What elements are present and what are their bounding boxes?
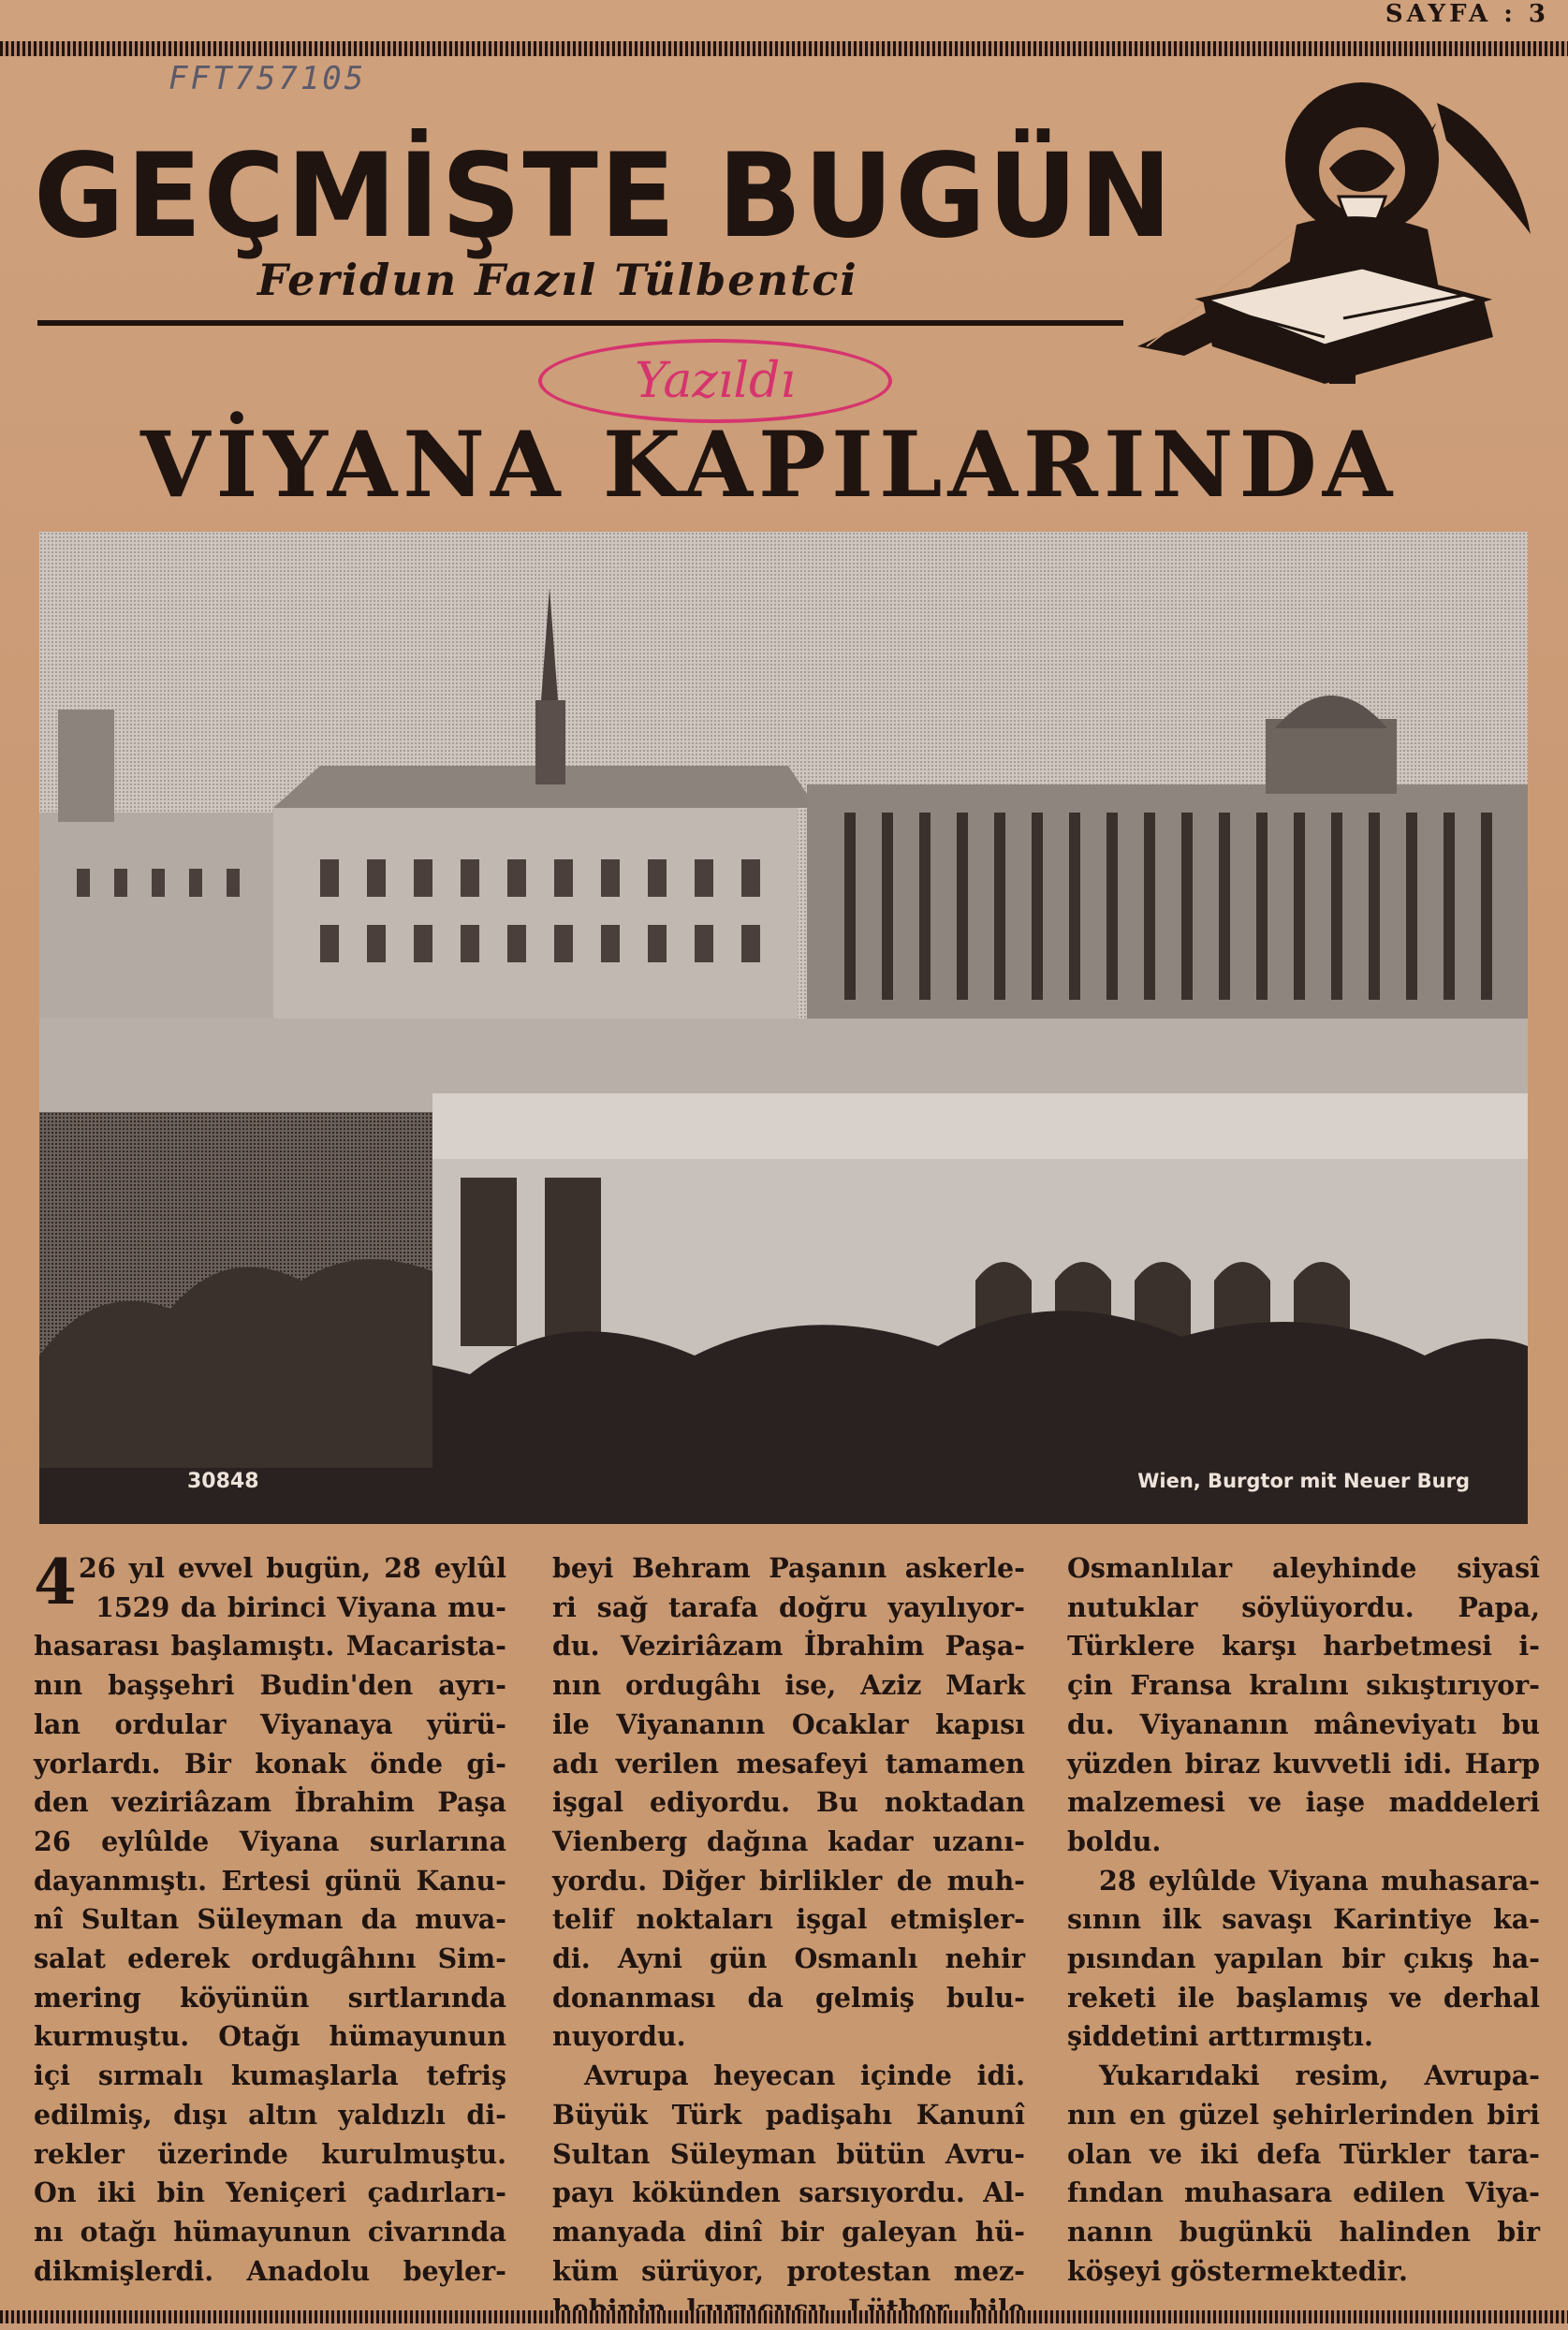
text-line: yüzden biraz kuvvetli idi. Harp (1067, 1747, 1540, 1780)
article-headline: VİYANA KAPILARINDA (140, 412, 1399, 518)
text-line: 28 eylûlde Viyana muhasara- (1099, 1864, 1540, 1897)
text-line: yorlardı. Bir konak önde gi- (34, 1747, 506, 1780)
text-line: dikmişlerdi. Anadolu beyler- (34, 2254, 506, 2287)
text-line: Yukarıdaki resim, Avrupa- (1099, 2059, 1540, 2092)
top-border-rule (0, 41, 1568, 56)
scholar-emblem-icon (1128, 66, 1540, 412)
text-line: nın ordugâhı ise, Aziz Mark (552, 1669, 1025, 1702)
text-line: boldu. (1067, 1824, 1162, 1857)
text-line: donanması da gelmiş bulu- (552, 1981, 1025, 2014)
archive-number: FFT757105 (169, 60, 367, 97)
text-line: sının ilk savaşı Karintiye ka- (1067, 1903, 1540, 1936)
text-line: di. Ayni gün Osmanlı nehir (552, 1942, 1025, 1975)
title-underline (37, 320, 1123, 326)
text-line: 26 yıl evvel bugün, 28 eylûl (79, 1552, 506, 1584)
article-column-3 (1067, 1549, 1540, 2291)
text-line: rekler üzerinde kurulmuştu. (34, 2137, 506, 2170)
column-title: GEÇMİŞTE BUGÜN (34, 127, 1174, 264)
text-line: nın başşehri Budin'den ayrı- (34, 1669, 506, 1702)
ink-stamp (538, 339, 892, 423)
text-line: salat ederek ordugâhını Sim- (34, 1942, 506, 1975)
text-line: edilmiş, dışı altın yaldızlı di- (34, 2098, 506, 2131)
text-line: reketi ile başlamış ve derhal (1067, 1981, 1540, 2014)
text-line: du. Viyananın mâneviyatı bu (1067, 1707, 1540, 1740)
text-line: 26 eylûlde Viyana surlarına (34, 1824, 506, 1857)
text-line: işgal ediyordu. Bu noktadan (552, 1786, 1025, 1819)
text-line: nın en güzel şehirlerinden biri (1067, 2098, 1540, 2131)
author-signature: Feridun Fazıl Tülbentci (257, 255, 858, 305)
page-label: SAYFA : 3 (1385, 0, 1549, 28)
text-line: köşeyi göstermektedir. (1067, 2254, 1408, 2287)
text-line: mering köyünün sırtlarında (34, 1981, 506, 2014)
text-line: nı otağı hümayunun civarında (34, 2215, 506, 2248)
text-line: içi sırmalı kumaşlarla tefriş (34, 2059, 506, 2092)
text-line: nutuklar söylüyordu. Papa, (1067, 1590, 1540, 1623)
text-line: On iki bin Yeniçeri çadırları- (34, 2176, 506, 2209)
text-line: kurmuştu. Otağı hümayunun (34, 2020, 506, 2053)
text-line: nî Sultan Süleyman da muva- (34, 1903, 506, 1936)
text-line: Türklere karşı harbetmesi i- (1067, 1630, 1540, 1663)
stamp-text: Yazıldı (635, 353, 796, 409)
text-line: fından muhasara edilen Viya- (1067, 2176, 1540, 2209)
text-line: dayanmıştı. Ertesi günü Kanu- (34, 1864, 506, 1897)
article-photo (39, 532, 1528, 1524)
text-line: hasarası başlamıştı. Macarista- (34, 1630, 506, 1663)
article-column-1 (34, 1546, 506, 2291)
text-line: manyada dinî bir galeyan hü- (552, 2215, 1025, 2248)
text-line: olan ve iki defa Türkler tara- (1067, 2137, 1540, 2170)
text-line: den veziriâzam İbrahim Paşa (34, 1786, 506, 1819)
text-line: küm sürüyor, protestan mez- (552, 2254, 1025, 2287)
vienna-burgtor-photo (39, 532, 1528, 1524)
article-column-2 (552, 1549, 1025, 2330)
text-line: adı verilen mesafeyi tamamen (552, 1747, 1025, 1780)
drop-cap: 4 (34, 1546, 77, 1619)
text-line: lan ordular Viyanaya yürü- (34, 1707, 506, 1740)
text-line: ri sağ tarafa doğru yayılıyor- (552, 1590, 1025, 1623)
text-line: pısından yapılan bir çıkış ha- (1067, 1942, 1540, 1975)
text-line: Vienberg dağına kadar uzanı- (552, 1824, 1025, 1857)
text-line: telif noktaları işgal etmişler- (552, 1903, 1025, 1936)
text-line: çin Fransa kralını sıkıştırıyor- (1067, 1669, 1540, 1702)
text-line: yordu. Diğer birlikler de muh- (552, 1864, 1025, 1897)
text-line: 1529 da birinci Viyana mu- (95, 1590, 506, 1623)
text-line: nuyordu. (552, 2020, 686, 2053)
text-line: Büyük Türk padişahı Kanunî (552, 2098, 1025, 2131)
text-line: Osmanlılar aleyhinde siyasî (1067, 1552, 1540, 1584)
photo-caption: Wien, Burgtor mit Neuer Burg (1137, 1470, 1470, 1492)
text-line: malzemesi ve iaşe maddeleri (1067, 1786, 1540, 1819)
text-line: du. Veziriâzam İbrahim Paşa- (552, 1630, 1025, 1663)
text-line: Avrupa heyecan içinde idi. (584, 2059, 1025, 2092)
photo-number: 30848 (187, 1470, 259, 1493)
text-line: ile Viyananın Ocaklar kapısı (552, 1707, 1025, 1740)
text-line: şiddetini arttırmıştı. (1067, 2020, 1373, 2053)
text-line: beyi Behram Paşanın askerle- (552, 1552, 1025, 1584)
text-line: payı kökünden sarsıyordu. Al- (552, 2176, 1025, 2209)
bottom-border-rule (0, 2310, 1568, 2323)
text-line: Sultan Süleyman bütün Avru- (552, 2137, 1025, 2170)
text-line: nanın bugünkü halinden bir (1067, 2215, 1540, 2248)
